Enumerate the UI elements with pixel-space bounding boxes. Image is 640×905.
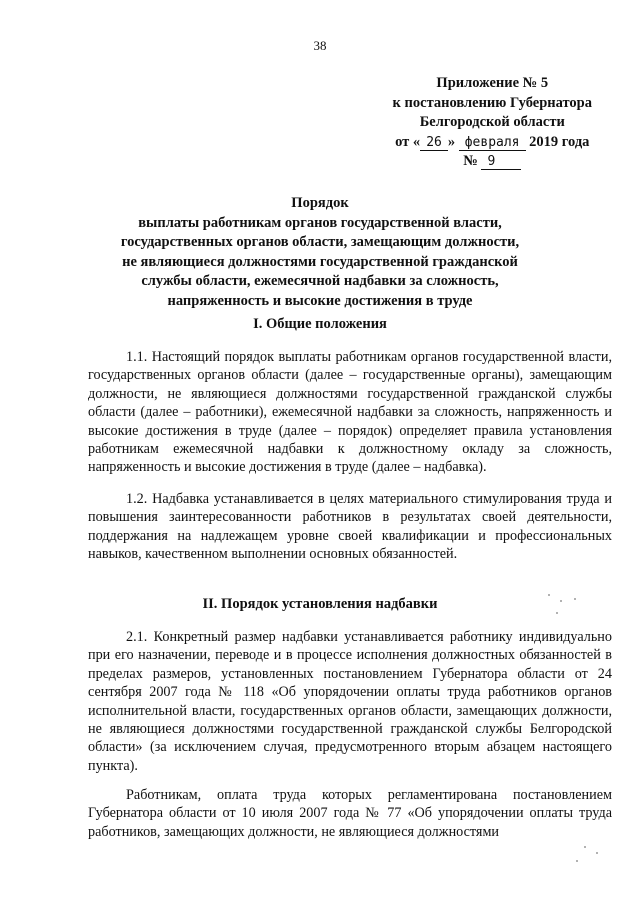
appendix-number-line xyxy=(393,152,592,172)
scan-speck xyxy=(556,612,558,614)
title-line-6: напряженность и высокие достижения в труде xyxy=(167,292,473,309)
paragraph-1-1 xyxy=(88,348,612,477)
paragraph-1-1-text: 1.1. Настоящий порядок выплаты работникам органов государственной власти, государственных органов области (далее – государственные органы), замещающим должности, не являющиеся должностями государственной гражданской службы области (далее – работники), ежемесячной надбавки за сложность, напряженность и высокие достижения в труде (далее – порядок) определяет правила установления работникам ежемесячной надбавки к должностному окладу за сложность, напряженность и высокие достижения в труде (далее – надбавка). xyxy=(88,349,612,476)
date-day: 26 xyxy=(420,135,448,151)
scan-speck xyxy=(548,594,550,596)
section-1-heading: I. Общие положения xyxy=(253,316,387,332)
title-line-2: выплаты работникам органов государственной власти, xyxy=(138,214,502,231)
title-line-5: службы области, ежемесячной надбавки за сложность, xyxy=(141,273,499,289)
title-line-3: государственных органов области, замещающим должности, xyxy=(120,234,520,250)
document-title xyxy=(0,194,640,311)
appendix-line-3: Белгородской области xyxy=(419,114,565,130)
title-line-1: Порядок xyxy=(291,195,349,211)
paragraph-2-1-text: 2.1. Конкретный размер надбавки устанавливается работнику индивидуально при его назначении, переводе и в процессе исполнения должностных обязанностей в пределах размеров, установленных постановлением Губернатора области от 24 сентября 2007 года № 118 «Об упорядочении оплаты труда работников органов исполнительной власти, государственных органов области, замещающих должности, не являющиеся должностями государственной гражданской службы Белгородской области» (за исключением случая, предусмотренного вторым абзацем настоящего пункта). xyxy=(88,629,612,774)
appendix-line-1: Приложение № 5 xyxy=(436,75,549,91)
scan-speck xyxy=(560,600,562,602)
number-value: 9 xyxy=(481,154,521,170)
appendix-block xyxy=(393,74,592,172)
page-number: 38 xyxy=(313,38,327,53)
paragraph-1-2-text: 1.2. Надбавка устанавливается в целях материального стимулирования труда и повышения заинтересованности работников в результатах своей деятельности, поддержания на надлежащем уровне своей квалификации и профессиональных навыков, качественном выполнении основных обязанностей. xyxy=(88,491,612,563)
scan-speck xyxy=(584,846,586,848)
number-prefix: № xyxy=(463,153,478,169)
date-prefix: от « xyxy=(395,133,421,150)
paragraph-2-2-text: Работникам, оплата труда которых регламентирована постановлением Губернатора области от 10 июля 2007 года № 77 «Об упорядочении оплаты труда работников, замещающих должности, не являющиеся должностями xyxy=(88,787,612,840)
paragraph-2-1 xyxy=(88,628,612,775)
date-year: 2019 года xyxy=(529,133,590,150)
date-mid: » xyxy=(447,133,456,150)
title-line-4: не являющиеся должностями государственной гражданской xyxy=(122,253,518,270)
paragraph-2-2 xyxy=(88,786,612,841)
scan-speck xyxy=(576,860,578,862)
scan-speck xyxy=(574,598,576,600)
section-2-heading: II. Порядок установления надбавки xyxy=(202,596,438,612)
paragraph-1-2 xyxy=(88,490,612,564)
appendix-line-2: к постановлению Губернатора xyxy=(392,94,592,111)
scan-speck xyxy=(596,852,598,854)
appendix-date-line xyxy=(393,133,592,153)
date-month: февраля xyxy=(459,135,526,151)
